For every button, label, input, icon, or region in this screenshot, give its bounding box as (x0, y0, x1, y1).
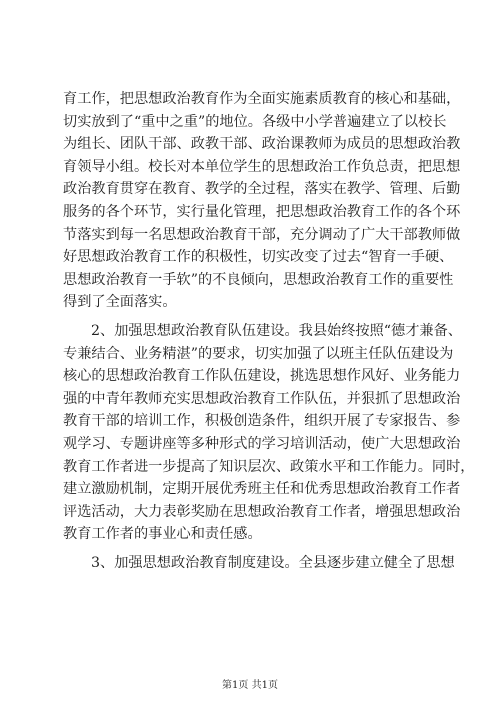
text-line: 核心的思想政治教育工作队伍建设，挑选思想作风好、业务能力 (63, 368, 461, 385)
text-line: 切实放到了“重中之重”的地位。各级中小学普遍建立了以校长 (63, 113, 447, 130)
text-line: 为组长、团队干部、政教干部、政治课教师为成员的思想政治教 (63, 136, 461, 153)
paragraph-heading-line: 3、加强思想政治教育制度建设。全县逐步建立健全了思想 (91, 554, 455, 571)
text-line: 观学习、专题讲座等多种形式的学习培训活动，使广大思想政治 (63, 435, 461, 452)
text-line: 政治教育贯穿在教育、教学的全过程，落实在教学、管理、后勤 (63, 181, 461, 198)
text-line: 服务的各个环节，实行量化管理，把思想政治教育工作的各个环 (63, 203, 461, 220)
text-line: 育领导小组。校长对本单位学生的思想政治工作负总责，把思想 (63, 158, 461, 175)
text-line: 好思想政治教育工作的积极性，切实改变了过去“智育一手硬、 (63, 249, 454, 266)
page-footer: 第1页 共1页 (222, 680, 278, 691)
text-line: 得到了全面落实。 (63, 294, 177, 311)
text-line: 强的中青年教师充实思想政治教育工作队伍，并狠抓了思想政治 (63, 390, 461, 407)
text-line: 专兼结合、业务精湛”的要求，切实加强了以班主任队伍建设为 (63, 345, 454, 362)
text-line: 思想政治教育一手软”的不良倾向，思想政治教育工作的重要性 (63, 271, 454, 288)
text-line: 教育工作者的事业心和责任感。 (63, 526, 262, 543)
text-line: 节落实到每一名思想政治教育干部，充分调动了广大干部教师做 (63, 226, 461, 243)
text-line: 教育工作者进一步提高了知识层次、政策水平和工作能力。同时， (63, 458, 475, 475)
text-line: 建立激励机制，定期开展优秀班主任和优秀思想政治教育工作者 (63, 481, 461, 498)
text-line: 评选活动，大力表彰奖励在思想政治教育工作者，增强思想政治 (63, 503, 461, 520)
document-body (63, 88, 475, 574)
paragraph-heading-line: 2、加强思想政治教育队伍建设。我县始终按照“德才兼备、 (91, 322, 462, 339)
text-line: 教育干部的培训工作，积极创造条件，组织开展了专家报告、参 (63, 413, 461, 430)
text-line: 育工作，把思想政治教育作为全面实施素质教育的核心和基础， (63, 91, 461, 107)
